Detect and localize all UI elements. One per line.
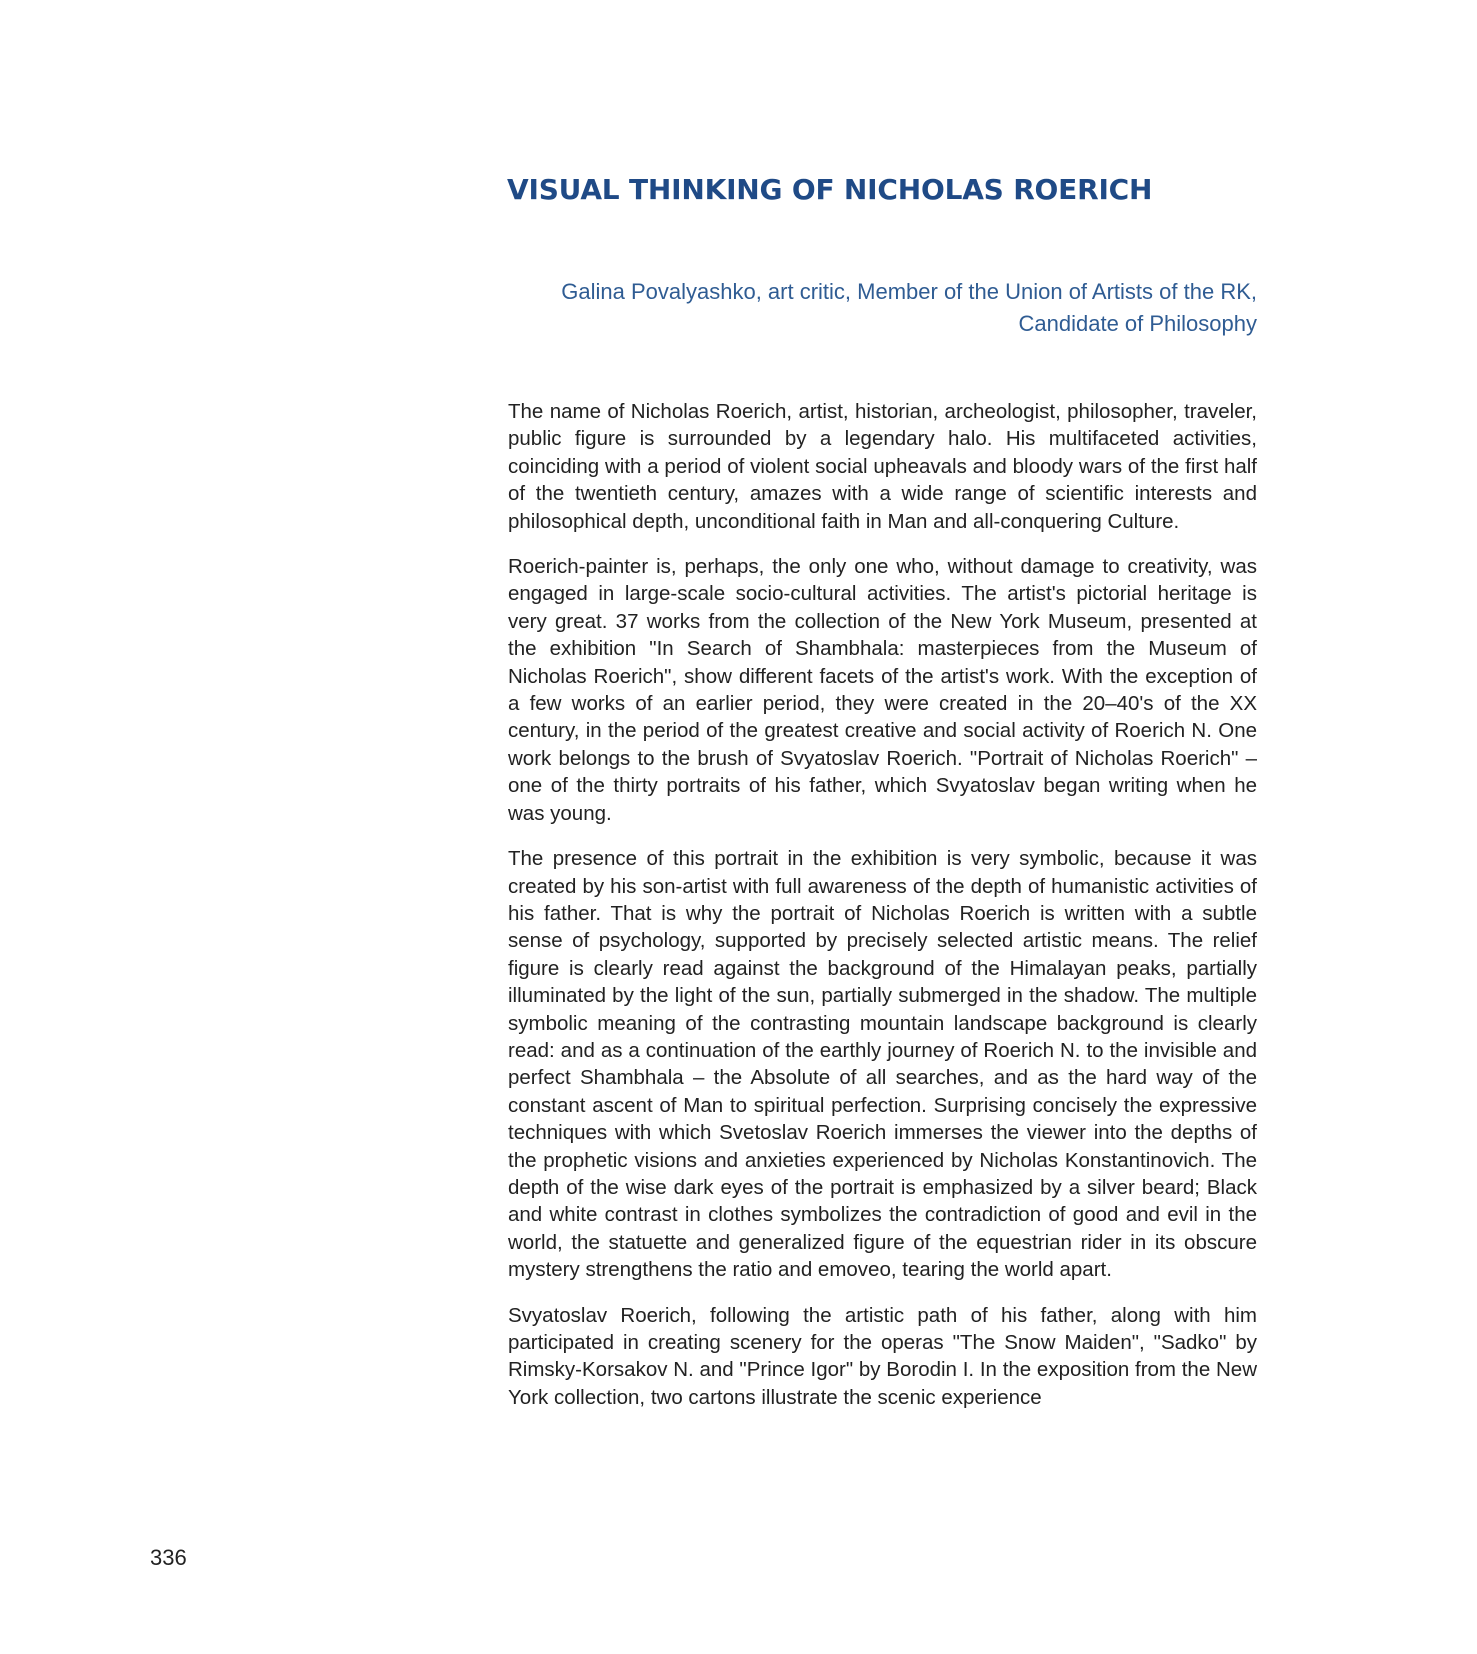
- paragraph: Roerich-painter is, perhaps, the only one who, without damage to creativity, was engaged in large-scale socio-cultural activities. The artist's pictorial heritage is very great. 37 works from the collection of the New York Museum, presented at the exhibition "In Search of Shambhala: masterpieces from the Museum of Nicholas Roerich", show different facets of the artist's work. With the exception of a few works of an earlier period, they were created in the 20–40's of the XX century, in the period of the greatest creative and social activity of Roerich N. One work belongs to the brush of Svyatoslav Roerich. "Portrait of Nicholas Roerich" – one of the thirty portraits of his father, which Svyatoslav began writing when he was young.: [508, 555, 1257, 825]
- paragraph: Svyatoslav Roerich, following the artistic path of his father, along with him participated in creating scenery for the operas "The Snow Maiden", "Sadko" by Rimsky-Korsakov N. and "Prince Igor" by Borodin I. In the exposition from the New York collection, two cartons illustrate the scenic experience: [508, 1303, 1257, 1409]
- author-byline: [540, 276, 1257, 340]
- article-body: [508, 398, 1257, 1429]
- article-title: VISUAL THINKING OF NICHOLAS ROERICH: [507, 173, 1153, 206]
- paragraph: The name of Nicholas Roerich, artist, historian, archeologist, philosopher, traveler, public figure is surrounded by a legendary halo. His multifaceted activities, coinciding with a period of violent social upheavals and bloody wars of the first half of the twentieth century, amazes with a wide range of scientific interests and philosophical depth, unconditional faith in Man and all-conquering Culture.: [508, 400, 1257, 533]
- author-line: Galina Povalyashko, art critic, Member of the Union of Artists of the RK,: [561, 279, 1257, 304]
- paragraph: The presence of this portrait in the exhibition is very symbolic, because it was created by his son-artist with full awareness of the depth of humanistic activities of his father. That is why the portrait of Nicholas Roerich is written with a subtle sense of psychology, supported by precisely selected artistic means. The relief figure is clearly read against the background of the Himalayan peaks, partially illuminated by the light of the sun, partially submerged in the shadow. The multiple symbolic meaning of the contrasting mountain landscape background is clearly read: and as a continuation of the earthly journey of Roerich N. to the invisible and perfect Shambhala – the Absolute of all searches, and as the hard way of the constant ascent of Man to spiritual perfection. Surprising concisely the expressive techniques with which Svetoslav Roerich immerses the viewer into the depths of the prophetic visions and anxieties experienced by Nicholas Konstantinovich. The depth of the wise dark eyes of the portrait is emphasized by a silver beard; Black and white contrast in clothes symbolizes the contradiction of good and evil in the world, the statuette and generalized figure of the equestrian rider in its obscure mystery strengthens the ratio and emoveo, tearing the world apart.: [508, 847, 1257, 1282]
- page-number: 336: [150, 1545, 187, 1570]
- author-line: Candidate of Philosophy: [1018, 311, 1257, 336]
